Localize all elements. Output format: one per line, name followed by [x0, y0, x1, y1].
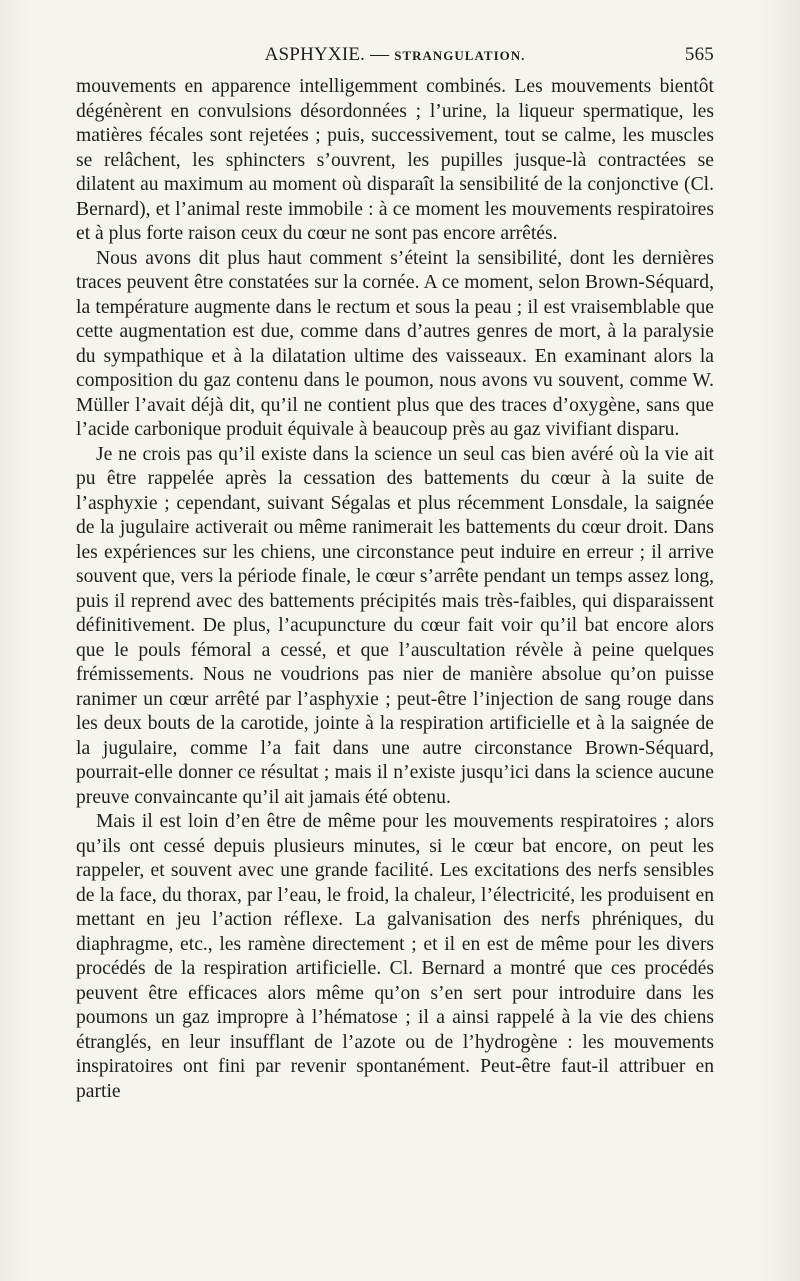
header-dash: — [370, 44, 390, 65]
body-text [76, 75, 714, 1104]
paragraph-3: Je ne crois pas qu’il existe dans la science un seul cas bien avéré où la vie ait pu être rappelée après la cessation des battements du cœur à la suite de l’asphyxie ; cependant, suivant Ségalas et plus récemment Lonsdale, la saignée de la jugulaire activerait ou même ranimerait les battements du cœur droit. Dans les expériences sur les chiens, une circonstance peut induire en erreur ; il arrive souvent que, vers la période finale, le cœur s’arrête pendant un temps assez long, puis il reprend avec des battements précipités mais très-faibles, qui disparaissent définitivement. De plus, l’acupuncture du cœur fait voir qu’il bat encore alors que le pouls fémoral a cessé, et que l’auscultation révèle à peine quelques frémissements. Nous ne voudrions pas nier de manière absolue qu’on puisse ranimer un cœur arrêté par l’asphyxie ; peut-être l’injection de sang rouge dans les deux bouts de la carotide, jointe à la respiration artificielle et à la saignée de la jugulaire, comme l’a fait dans une autre circonstance Brown-Séquard, pourrait-elle donner ce résultat ; mais il n’existe jusqu’ici dans la science aucune preuve convaincante qu’il ait jamais été obtenu. [76, 443, 714, 808]
header-title-sub: STRANGULATION. [394, 48, 526, 63]
paragraph-1: mouvements en apparence intelligemment combinés. Les mouvements bientôt dégénèrent en convulsions désordonnées ; l’urine, la liqueur spermatique, les matières fécales sont rejetées ; puis, successivement, tout se calme, les muscles se relâchent, les sphincters s’ouvrent, les pupilles jusque-là contractées se dilatent au maximum au moment où disparaît la sensibilité de la conjonctive (Cl. Bernard), et l’animal reste immobile : à ce moment les mouvements respiratoires et à plus forte raison ceux du cœur ne sont pas encore arrêtés. [76, 76, 714, 244]
running-header [76, 44, 714, 74]
header-title-main: ASPHYXIE. [264, 44, 366, 65]
paragraph-2: Nous avons dit plus haut comment s’éteint la sensibilité, dont les dernières traces peuvent être constatées sur la cornée. A ce moment, selon Brown-Séquard, la température augmente dans le rectum et sous la peau ; il est vraisemblable que cette augmentation est due, comme dans d’autres genres de mort, à la paralysie du sympathique et à la dilatation ultime des vaisseaux. En examinant alors la composition du gaz contenu dans le poumon, nous avons vu souvent, comme W. Müller l’avait déjà dit, qu’il ne contient plus que des traces d’oxygène, sans que l’acide carbonique produit équivale à beaucoup près au gaz vivifiant disparu. [76, 247, 714, 440]
running-title [76, 44, 714, 66]
page-number: 565 [684, 44, 714, 65]
paragraph-4: Mais il est loin d’en être de même pour les mouvements respiratoires ; alors qu’ils ont cessé depuis plusieurs minutes, si le cœur bat encore, on peut les rappeler, et souvent avec une grande facilité. Les excitations des nerfs sensibles de la face, du thorax, par l’eau, le froid, la chaleur, l’électricité, les produisent en mettant en jeu l’action réflexe. La galvanisation des nerfs phréniques, du diaphragme, etc., les ramène directement ; et il en est de même pour les divers procédés de la respiration artificielle. Cl. Bernard a montré que ces procédés peuvent être efficaces alors même qu’on s’en sert pour introduire dans les poumons un gaz impropre à l’hématose ; il a ainsi rappelé à la vie des chiens étranglés, en leur insufflant de l’azote ou de l’hydrogène : les mouvements inspiratoires ont fini par revenir spontanément. Peut-être faut-il attribuer en partie [76, 811, 714, 1102]
